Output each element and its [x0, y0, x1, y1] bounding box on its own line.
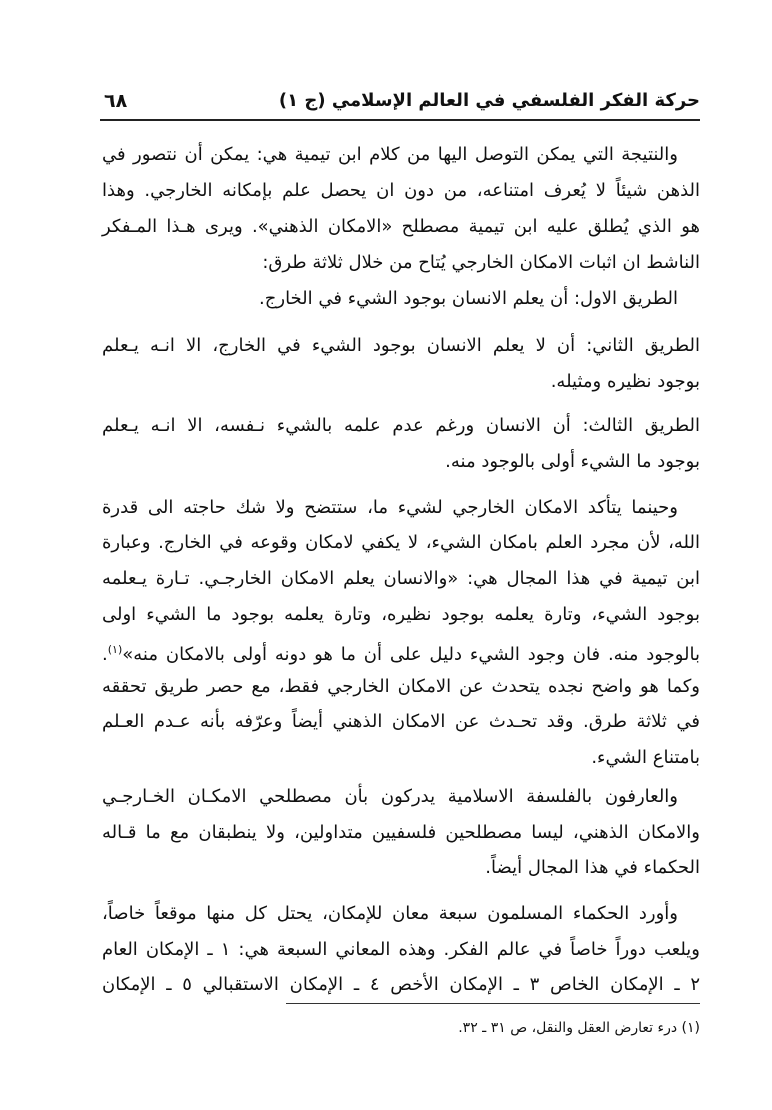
page-number: ٦٨: [104, 90, 128, 112]
text-line: بوجود الشيء، وتارة يعلمه بوجود نظيره، وتارة يعلمه بوجود ما الشيء اولى: [102, 604, 700, 625]
text-line: وكما هو واضح نجده يتحدث عن الامكان الخارجي فقط، مع حصر طريق تحققه: [102, 676, 700, 697]
text-line: وحينما يتأكد الامكان الخارجي لشيء ما، ستتضح ولا شك حاجته الى قدرة: [102, 497, 678, 518]
text-line: هو الذي يُطلق عليه ابن تيمية مصطلح «الامكان الذهني». ويرى هـذا المـفكر: [102, 216, 700, 237]
text-line: والعارفون بالفلسفة الاسلامية يدركون بأن مصطلحي الامكـان الخـارجـي: [102, 786, 678, 807]
text-line: الطريق الاول: أن يعلم الانسان بوجود الشيء في الخارج.: [259, 288, 678, 309]
text-line-content: بالوجود منه. فان وجود الشيء دليل على أن ما هو دونه أولى بالامكان منه»: [122, 644, 700, 665]
footnote-rule: [286, 1003, 700, 1004]
text-line: الذهن شيئاً لا يُعرف امتناعه، من دون ان يحصل علم بإمكانه الخارجي. وهذا: [102, 180, 700, 201]
text-line: الطريق الثاني: أن لا يعلم الانسان بوجود الشيء في الخارج، الا انـه يـعلم: [102, 335, 700, 356]
text-line: الناشط ان اثبات الامكان الخارجي يُتاح من خلال ثلاثة طرق:: [262, 252, 700, 273]
footnote-reference-suffix: .: [102, 644, 108, 665]
text-line: الله، لأن مجرد العلم بامكان الشيء، لا يكفي لامكان وقوعه في الخارج. وعبارة: [102, 532, 700, 553]
text-line: والامكان الذهني، ليسا مصطلحين فلسفيين متداولين، ولا ينطبقان مع ما قـاله: [102, 822, 700, 843]
text-line: الحكماء في هذا المجال أيضاً.: [485, 857, 700, 878]
text-line: ابن تيمية في هذا المجال هي: «والانسان يعلم الامكان الخارجـي. تـارة يـعلمه: [102, 568, 700, 589]
text-line: الطريق الثالث: أن الانسان ورغم عدم علمه بالشيء نـفسه، الا انـه يـعلم: [102, 415, 700, 436]
text-line: ٢ ـ الإمكان الخاص ٣ ـ الإمكان الأخص ٤ ـ الإمكان الاستقبالي ٥ ـ الإمكان: [102, 974, 700, 995]
text-line: [102, 637, 700, 668]
text-line: في ثلاثة طرق. وقد تحـدث عن الامكان الذهني أيضاً وعرّفه بأنه عـدم العـلم: [102, 711, 700, 732]
text-line: بوجود نظيره ومثيله.: [550, 371, 700, 392]
text-line: بوجود ما الشيء أولى بالوجود منه.: [445, 451, 700, 472]
footnote-reference: (١): [107, 643, 123, 656]
text-line: والنتيجة التي يمكن التوصل اليها من كلام ابن تيمية هي: يمكن أن نتصور في: [102, 144, 678, 165]
text-line: وأورد الحكماء المسلمون سبعة معان للإمكان، يحتل كل منها موقعاً خاصاً،: [102, 903, 678, 924]
text-line: ويلعب دوراً خاصاً في عالم الفكر. وهذه المعاني السبعة هي: ١ ـ الإمكان العام: [102, 939, 700, 960]
running-header-title: حركة الفكر الفلسفي في العالم الإسلامي (ج ١): [278, 90, 700, 111]
header-rule: [100, 119, 700, 121]
footnote: (١) درء تعارض العقل والنقل، ص ٣١ ـ ٣٢.: [458, 1020, 700, 1036]
text-line: بامتناع الشيء.: [591, 747, 700, 768]
